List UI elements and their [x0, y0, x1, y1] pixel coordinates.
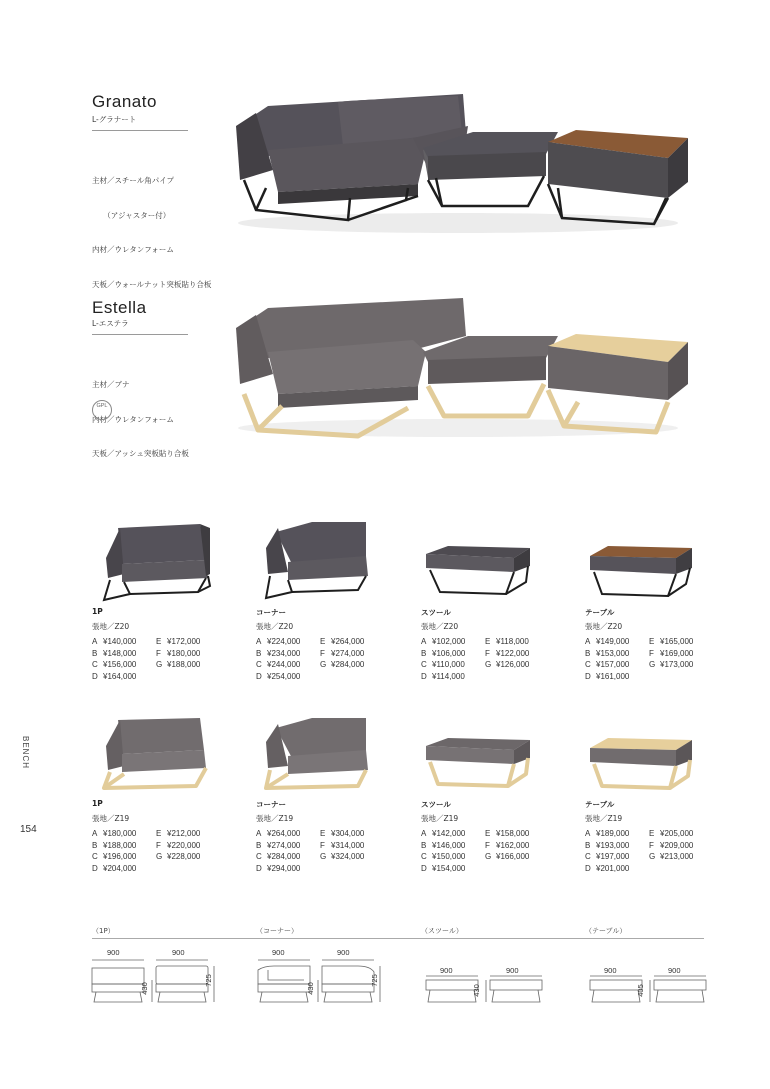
price-list: [256, 636, 384, 682]
price-grade: E: [320, 829, 326, 838]
price-value: ¥304,000: [331, 829, 365, 838]
price-value: ¥284,000: [267, 852, 301, 862]
spec-line: 主材／ブナ: [92, 380, 130, 389]
price-value: ¥228,000: [167, 852, 201, 862]
price-value: ¥180,000: [103, 829, 137, 838]
estella-hero-image: [228, 290, 698, 440]
price-grade: E: [485, 829, 491, 838]
price-grade: B: [421, 648, 427, 658]
series-title-estella: Estella: [92, 298, 147, 317]
dimension-width: 900: [107, 948, 120, 957]
price-list: [421, 636, 549, 682]
price-value: ¥197,000: [596, 852, 630, 862]
product-fabric: 張地／Z20: [585, 622, 623, 631]
price-grade: E: [649, 829, 655, 838]
dimension-caption: （テーブル）: [585, 927, 627, 935]
series-subtitle-granato: L-グラナート: [92, 115, 137, 124]
price-grade: D: [421, 863, 427, 873]
product-name: テーブル: [585, 800, 615, 809]
price-value: ¥188,000: [103, 840, 137, 850]
price-grade: F: [320, 648, 325, 658]
product-fabric: 張地／Z20: [256, 622, 294, 631]
price-value: ¥153,000: [596, 648, 630, 658]
price-grade: D: [256, 671, 262, 681]
price-value: ¥156,000: [103, 660, 137, 670]
price-grade: C: [585, 660, 591, 670]
price-value: ¥180,000: [167, 648, 201, 658]
gpl-badge-icon: [92, 400, 112, 420]
price-value: ¥165,000: [660, 637, 694, 646]
price-value: ¥162,000: [496, 840, 530, 850]
price-value: ¥158,000: [496, 829, 530, 838]
dimension-drawing-corner: [254, 958, 384, 1006]
price-list: [92, 828, 220, 874]
price-grade: G: [485, 852, 492, 862]
price-grade: B: [92, 840, 98, 850]
price-grade: B: [421, 840, 427, 850]
price-value: ¥150,000: [432, 852, 466, 862]
dimension-width: 900: [172, 948, 185, 957]
price-value: ¥173,000: [660, 660, 694, 670]
price-grade: C: [585, 852, 591, 862]
product-name: スツール: [421, 800, 451, 809]
dimension-drawing-stool: [420, 974, 550, 1006]
price-value: ¥154,000: [432, 863, 466, 873]
price-value: ¥209,000: [660, 840, 694, 850]
product-image-table-wood: [586, 736, 696, 792]
price-grade: B: [92, 648, 98, 658]
divider: [92, 938, 704, 939]
price-grade: C: [256, 852, 262, 862]
series-subtitle-estella: L-エステラ: [92, 319, 129, 328]
product-fabric: 張地／Z19: [92, 814, 130, 823]
price-grade: C: [256, 660, 262, 670]
divider: [92, 334, 188, 335]
price-grade: F: [649, 648, 654, 658]
product-image-1p-steel: [100, 520, 218, 602]
price-grade: G: [156, 660, 163, 670]
price-grade: B: [585, 840, 591, 850]
price-grade: E: [485, 637, 491, 646]
dimension-width: 900: [668, 966, 681, 975]
product-image-corner-steel: [262, 518, 376, 602]
price-grade: E: [156, 637, 162, 646]
price-value: ¥294,000: [267, 863, 301, 873]
price-grade: F: [156, 840, 161, 850]
gpl-badge-label: GPL: [96, 403, 108, 409]
product-image-stool-steel: [422, 544, 534, 602]
dimension-total-height: 725: [203, 974, 213, 987]
price-value: ¥102,000: [432, 637, 466, 646]
price-value: ¥220,000: [167, 840, 201, 850]
price-value: ¥166,000: [496, 852, 530, 862]
price-list: [421, 828, 549, 874]
spec-line: （アジャスター付）: [92, 210, 171, 220]
price-value: ¥146,000: [432, 840, 466, 850]
price-grade: A: [585, 829, 591, 838]
price-grade: G: [649, 852, 656, 862]
price-value: ¥142,000: [432, 829, 466, 838]
price-value: ¥172,000: [167, 637, 201, 646]
price-grade: E: [156, 829, 162, 838]
series-title-granato: Granato: [92, 92, 157, 111]
dimension-caption: （コーナー）: [256, 927, 298, 935]
price-grade: A: [92, 829, 98, 838]
price-grade: F: [649, 840, 654, 850]
price-value: ¥274,000: [267, 840, 301, 850]
price-grade: A: [92, 637, 98, 646]
price-value: ¥157,000: [596, 660, 630, 670]
price-value: ¥314,000: [331, 840, 365, 850]
product-image-stool-wood: [422, 736, 534, 792]
price-grade: D: [92, 863, 98, 873]
price-grade: D: [585, 671, 591, 681]
product-image-table-steel: [586, 544, 696, 602]
price-grade: F: [485, 648, 490, 658]
price-list: [256, 828, 384, 874]
price-grade: D: [256, 863, 262, 873]
product-fabric: 張地／Z20: [92, 622, 130, 631]
price-grade: A: [256, 829, 262, 838]
product-name: スツール: [421, 608, 451, 617]
price-grade: F: [320, 840, 325, 850]
dimension-width: 900: [506, 966, 519, 975]
price-grade: C: [421, 660, 427, 670]
price-grade: A: [421, 637, 427, 646]
price-grade: B: [256, 648, 262, 658]
price-grade: F: [156, 648, 161, 658]
price-list: [585, 636, 713, 682]
dimension-caption: （1P）: [92, 927, 115, 935]
price-value: ¥114,000: [432, 671, 465, 681]
product-name: コーナー: [256, 608, 286, 617]
dimension-seat-height: 430: [471, 984, 481, 997]
product-image-corner-wood: [262, 714, 374, 792]
price-grade: G: [320, 660, 327, 670]
price-value: ¥264,000: [267, 829, 301, 838]
price-grade: E: [649, 637, 655, 646]
dimension-total-height: 725: [369, 974, 379, 987]
spec-line: 内材／ウレタンフォーム: [92, 245, 174, 254]
price-list: [92, 636, 220, 682]
spec-line: 天板／アッシュ突板貼り合板: [92, 449, 189, 458]
dimension-drawing-table: [584, 974, 714, 1006]
price-value: ¥106,000: [432, 648, 466, 658]
price-grade: A: [421, 829, 427, 838]
price-value: ¥204,000: [103, 863, 137, 873]
spec-line: 内材／ウレタンフォーム: [92, 414, 174, 424]
price-grade: C: [92, 660, 98, 670]
dimension-width: 900: [272, 948, 285, 957]
dimension-width: 900: [337, 948, 350, 957]
price-grade: G: [485, 660, 492, 670]
divider: [92, 130, 188, 131]
dimension-caption: （スツール）: [421, 927, 463, 935]
price-value: ¥189,000: [596, 829, 630, 838]
category-side-label: BENCH: [21, 736, 30, 770]
price-value: ¥224,000: [267, 637, 301, 646]
price-grade: D: [92, 671, 98, 681]
product-name: テーブル: [585, 608, 615, 617]
price-value: ¥324,000: [331, 852, 365, 862]
dimension-drawing-1p: [88, 958, 218, 1006]
price-value: ¥213,000: [660, 852, 694, 862]
price-value: ¥196,000: [103, 852, 137, 862]
price-value: ¥161,000: [596, 671, 630, 681]
product-fabric: 張地／Z20: [421, 622, 459, 631]
price-value: ¥126,000: [496, 660, 530, 670]
price-value: ¥188,000: [167, 660, 201, 670]
product-fabric: 張地／Z19: [256, 814, 294, 823]
price-value: ¥193,000: [596, 840, 630, 850]
spec-line: 主材／スチール角パイプ: [92, 176, 174, 185]
price-grade: A: [256, 637, 262, 646]
product-name: 1P: [92, 799, 103, 808]
dimension-seat-height: 405: [635, 984, 645, 997]
price-value: ¥164,000: [103, 671, 137, 681]
price-value: ¥264,000: [331, 637, 365, 646]
price-grade: E: [320, 637, 326, 646]
product-image-1p-wood: [100, 714, 216, 792]
price-grade: A: [585, 637, 591, 646]
price-value: ¥205,000: [660, 829, 694, 838]
price-value: ¥274,000: [331, 648, 365, 658]
price-value: ¥110,000: [432, 660, 465, 670]
price-value: ¥122,000: [496, 648, 530, 658]
price-grade: F: [485, 840, 490, 850]
dimension-seat-height: 430: [305, 982, 315, 995]
price-value: ¥118,000: [496, 637, 529, 646]
price-grade: D: [421, 671, 427, 681]
price-value: ¥254,000: [267, 671, 301, 681]
price-grade: C: [421, 852, 427, 862]
price-value: ¥140,000: [103, 637, 137, 646]
spec-list-granato: [92, 152, 211, 302]
price-grade: G: [320, 852, 327, 862]
dimension-seat-height: 430: [139, 982, 149, 995]
price-value: ¥201,000: [596, 863, 630, 873]
price-value: ¥284,000: [331, 660, 365, 670]
price-value: ¥149,000: [596, 637, 630, 646]
dimension-width: 900: [604, 966, 617, 975]
dimension-width: 900: [440, 966, 453, 975]
page-number: 154: [20, 824, 37, 835]
price-grade: G: [156, 852, 163, 862]
spec-line: 天板／ウォールナット突板貼り合板: [92, 279, 212, 289]
price-grade: B: [585, 648, 591, 658]
price-grade: D: [585, 863, 591, 873]
product-fabric: 張地／Z19: [421, 814, 459, 823]
price-list: [585, 828, 713, 874]
price-value: ¥234,000: [267, 648, 301, 658]
product-name: コーナー: [256, 800, 286, 809]
price-grade: G: [649, 660, 656, 670]
price-grade: C: [92, 852, 98, 862]
price-grade: B: [256, 840, 262, 850]
price-value: ¥169,000: [660, 648, 694, 658]
product-fabric: 張地／Z19: [585, 814, 623, 823]
price-value: ¥212,000: [167, 829, 201, 838]
granato-hero-image: [228, 88, 698, 238]
price-value: ¥148,000: [103, 648, 137, 658]
product-name: 1P: [92, 607, 103, 616]
price-value: ¥244,000: [267, 660, 301, 670]
